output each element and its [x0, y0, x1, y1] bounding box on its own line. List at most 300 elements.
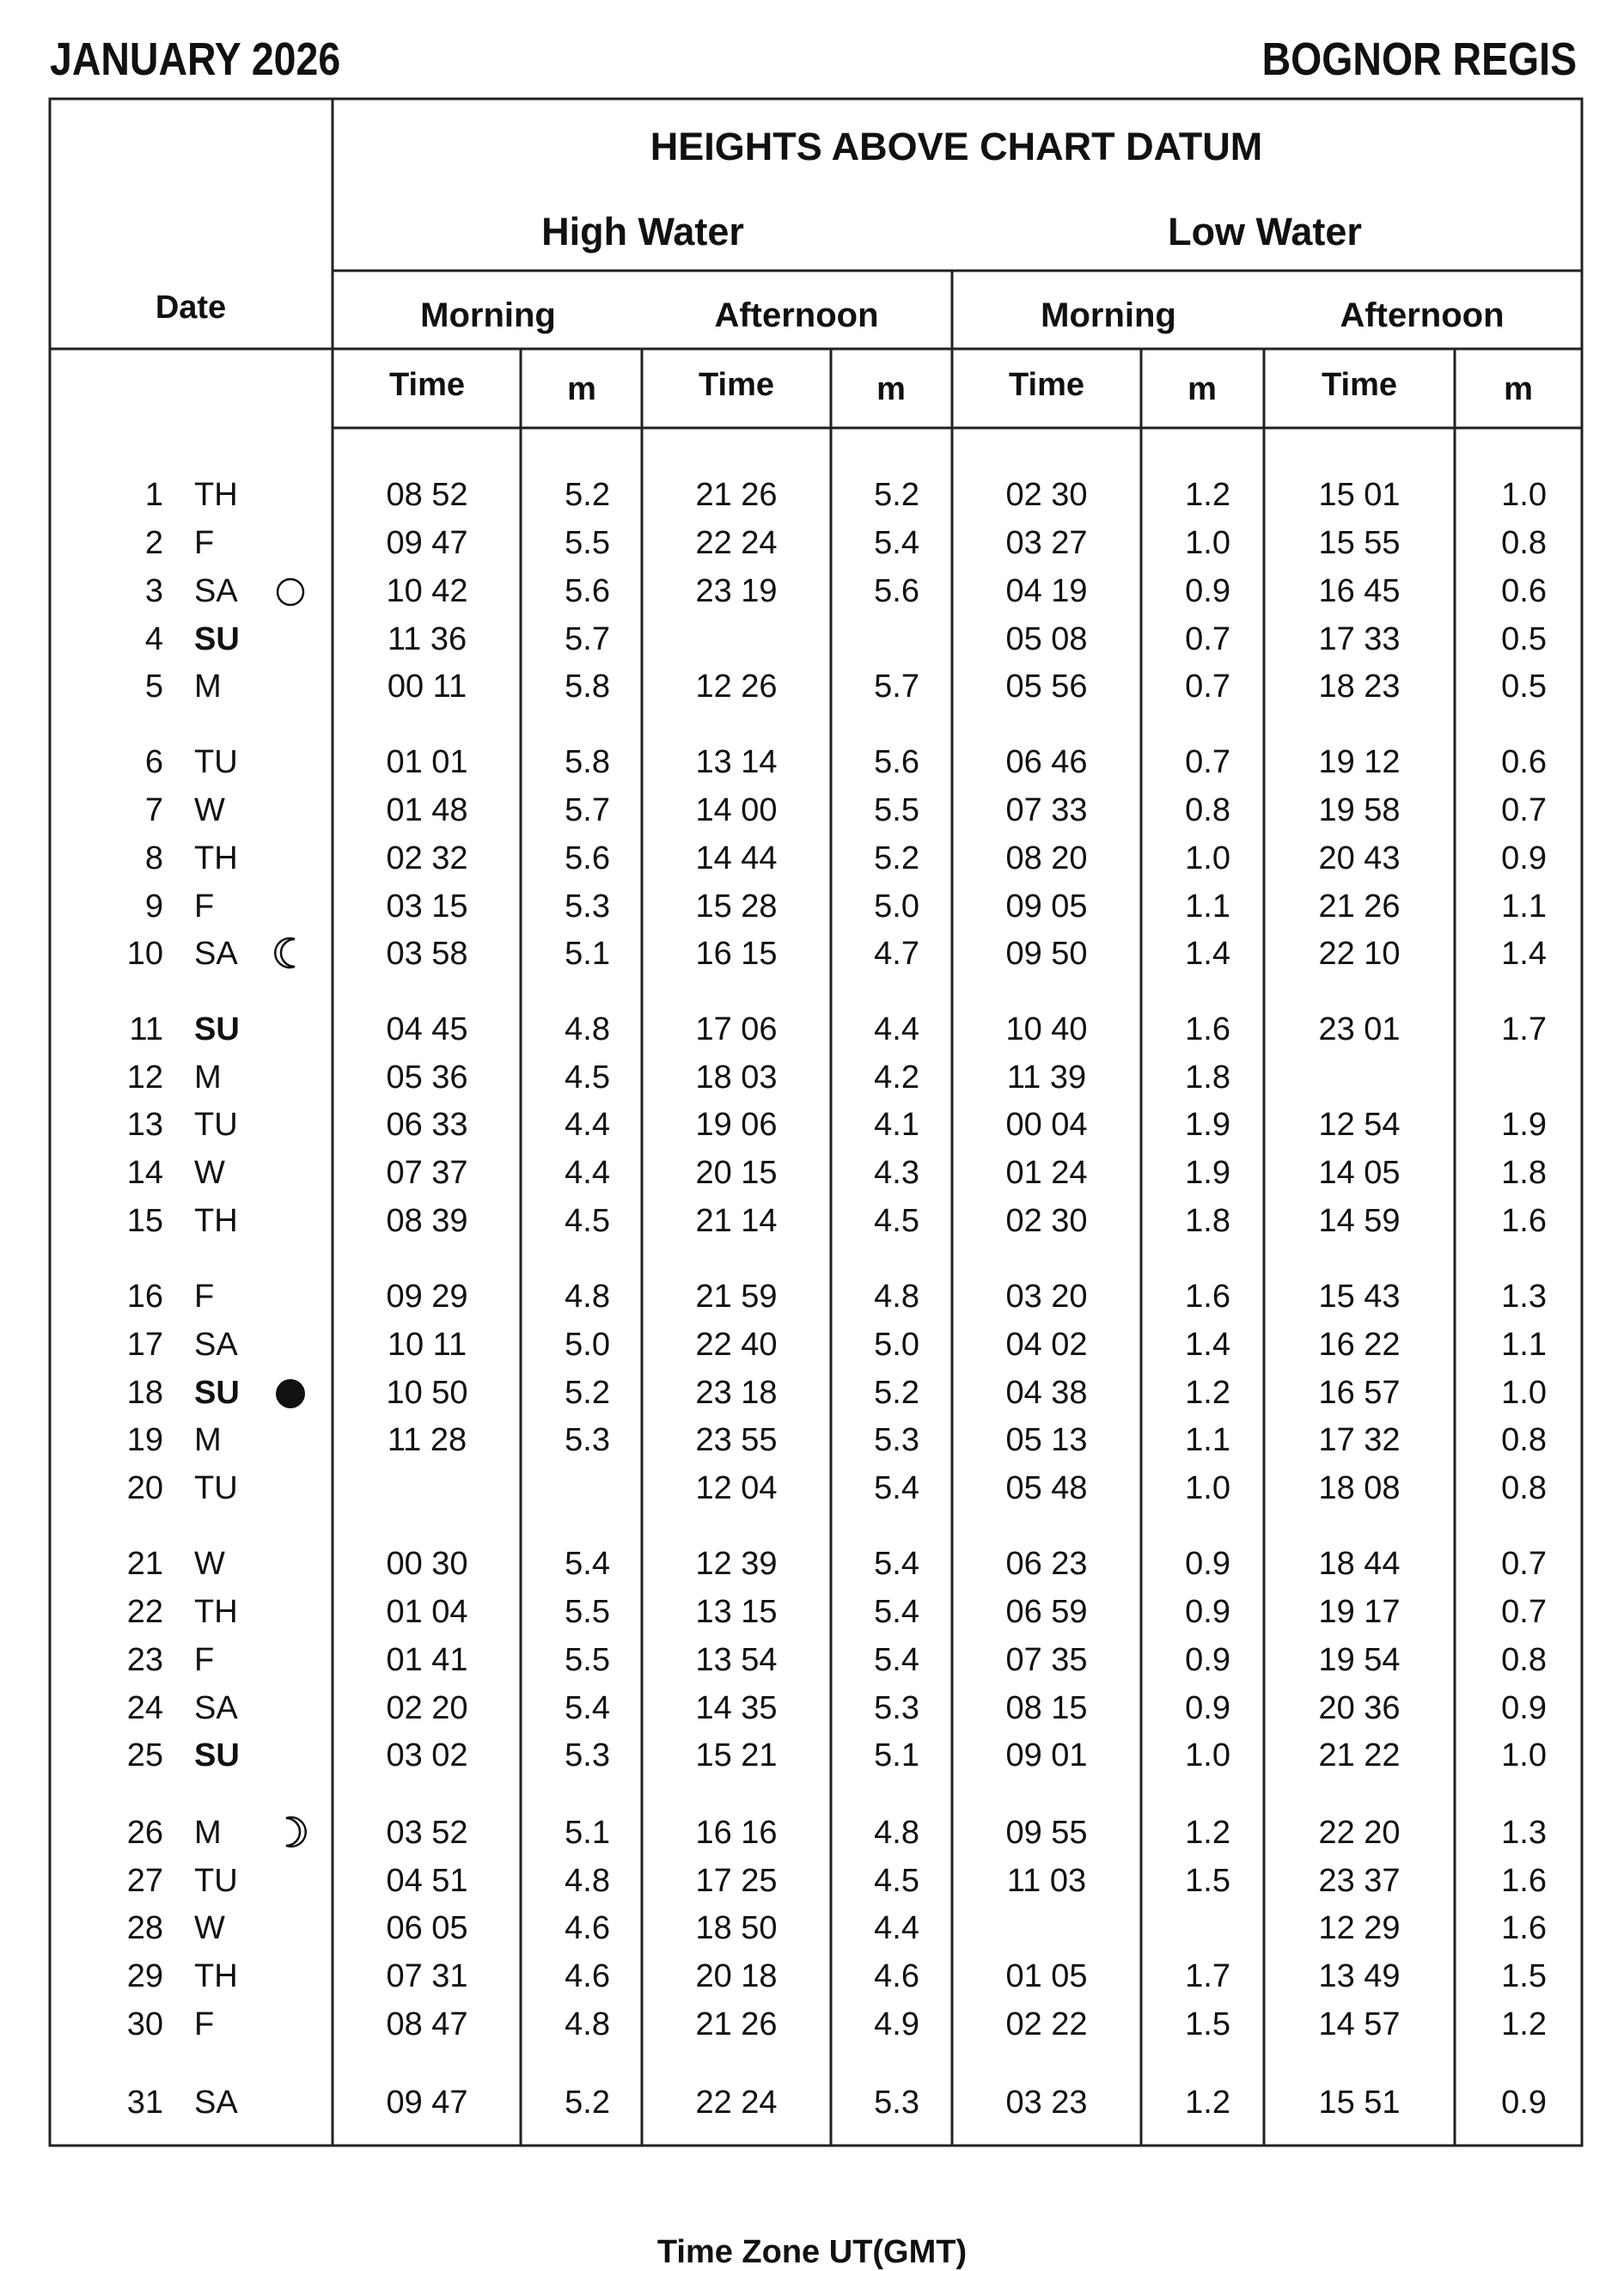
lw-afternoon-time: 22 20	[1318, 1815, 1401, 1851]
lw-morning-time: 04 19	[1005, 573, 1088, 609]
hw-afternoon-height: 5.7	[874, 668, 919, 705]
table-row	[145, 477, 1547, 513]
lw-morning-time: 04 38	[1005, 1375, 1088, 1411]
hw-afternoon-time: 22 24	[695, 2085, 778, 2121]
hw-afternoon-header: Afternoon	[714, 296, 879, 334]
full-moon-icon	[278, 579, 303, 605]
hw-morning-time: 01 01	[386, 744, 468, 780]
lw-morning-time: 03 23	[1005, 2085, 1088, 2121]
lw-morning-height: 1.9	[1185, 1155, 1230, 1191]
date-number: 19	[126, 1422, 163, 1458]
hw-morning-time: 11 28	[387, 1422, 467, 1458]
lw-morning-m-header: m	[1187, 371, 1217, 407]
hw-morning-height: 5.2	[565, 477, 610, 513]
lw-afternoon-height: 1.8	[1501, 1155, 1547, 1191]
hw-morning-height: 4.8	[565, 2006, 610, 2042]
date-number: 21	[126, 1546, 163, 1582]
hw-afternoon-time: 21 59	[695, 1279, 778, 1315]
lw-morning-time: 06 46	[1005, 744, 1088, 780]
date-number: 10	[126, 936, 163, 972]
lw-afternoon-height: 0.5	[1501, 668, 1547, 705]
lw-morning-time: 11 39	[1006, 1059, 1087, 1096]
lw-afternoon-time: 14 05	[1318, 1155, 1401, 1191]
hw-afternoon-time-header: Time	[698, 367, 775, 403]
hw-afternoon-time: 21 26	[695, 477, 778, 513]
lw-morning-time: 08 20	[1005, 840, 1088, 876]
lw-afternoon-height: 1.1	[1501, 888, 1547, 925]
hw-afternoon-height: 5.0	[874, 1327, 919, 1363]
weekday: TH	[194, 1203, 238, 1239]
lw-afternoon-height: 1.3	[1501, 1815, 1547, 1851]
hw-afternoon-height: 5.0	[874, 888, 919, 925]
table-row	[127, 1203, 1547, 1239]
hw-morning-time-header: Time	[388, 367, 466, 403]
lw-morning-time: 08 15	[1005, 1690, 1088, 1726]
lw-morning-time: 03 27	[1005, 525, 1088, 561]
low-water-header: Low Water	[1168, 210, 1362, 253]
lw-afternoon-time: 19 58	[1318, 792, 1401, 828]
hw-morning-m-header: m	[567, 371, 596, 407]
date-number: 17	[126, 1327, 163, 1363]
lw-morning-height: 0.9	[1185, 1642, 1230, 1678]
lw-morning-height: 1.6	[1185, 1011, 1230, 1047]
hw-afternoon-time: 23 19	[695, 573, 778, 609]
lw-afternoon-time: 15 01	[1318, 477, 1401, 513]
hw-morning-time: 08 52	[386, 477, 468, 513]
lw-morning-height: 0.7	[1185, 621, 1230, 657]
weekday: SU	[194, 1375, 240, 1411]
hw-afternoon-height: 5.1	[874, 1737, 919, 1773]
weekday: F	[194, 525, 215, 561]
hw-morning-time: 04 45	[386, 1011, 468, 1047]
lw-morning-height: 1.2	[1185, 1375, 1230, 1411]
lw-afternoon-height: 1.9	[1501, 1107, 1547, 1143]
hw-morning-height: 5.3	[565, 1737, 610, 1773]
lw-morning-time: 01 24	[1005, 1155, 1088, 1191]
hw-morning-height: 5.6	[565, 840, 610, 876]
lw-afternoon-time: 20 43	[1318, 840, 1401, 876]
hw-afternoon-time: 15 21	[695, 1737, 778, 1773]
hw-afternoon-time: 19 06	[695, 1107, 778, 1143]
hw-afternoon-height: 5.3	[874, 1422, 919, 1458]
lw-morning-height: 1.0	[1185, 1470, 1230, 1506]
hw-morning-time: 10 50	[386, 1375, 468, 1411]
hw-morning-header: Morning	[420, 296, 556, 334]
lw-afternoon-height: 1.2	[1501, 2006, 1547, 2042]
hw-morning-height: 5.3	[565, 888, 610, 925]
lw-morning-height: 1.5	[1185, 1863, 1230, 1899]
lw-afternoon-time: 15 51	[1318, 2085, 1401, 2121]
lw-morning-header: Morning	[1041, 296, 1176, 334]
lw-morning-time: 06 23	[1005, 1546, 1088, 1582]
hw-morning-height: 5.2	[565, 1375, 610, 1411]
lw-afternoon-height: 0.6	[1501, 744, 1547, 780]
hw-morning-height: 4.6	[565, 1910, 610, 1946]
table-row	[127, 1815, 1547, 1851]
table-row	[127, 1737, 1547, 1773]
hw-afternoon-height: 5.4	[874, 525, 919, 561]
lw-morning-time: 09 50	[1005, 936, 1088, 972]
lw-morning-height: 1.8	[1185, 1203, 1230, 1239]
hw-afternoon-height: 5.4	[874, 1470, 919, 1506]
weekday: SU	[194, 1011, 240, 1047]
hw-afternoon-height: 4.6	[874, 1958, 919, 1994]
hw-morning-time: 04 51	[386, 1863, 468, 1899]
table-row	[127, 2085, 1547, 2121]
hw-morning-time: 05 36	[386, 1059, 468, 1096]
hw-afternoon-height: 5.6	[874, 573, 919, 609]
lw-morning-height: 0.7	[1185, 668, 1230, 705]
lw-morning-time: 05 56	[1005, 668, 1088, 705]
hw-afternoon-height: 4.1	[874, 1107, 919, 1143]
table-row	[127, 1958, 1547, 1994]
hw-afternoon-time: 18 03	[695, 1059, 778, 1096]
table-row	[127, 1279, 1547, 1315]
hw-afternoon-time: 12 26	[695, 668, 778, 705]
date-number: 8	[144, 840, 163, 876]
hw-morning-height: 5.8	[565, 668, 610, 705]
lw-morning-height: 1.9	[1185, 1107, 1230, 1143]
hw-morning-time: 07 37	[386, 1155, 468, 1191]
lw-afternoon-time: 18 44	[1318, 1546, 1401, 1582]
lw-morning-height: 1.1	[1185, 888, 1230, 925]
table-row	[127, 1863, 1547, 1899]
date-number: 14	[126, 1155, 163, 1191]
table-row	[127, 1594, 1547, 1630]
lw-morning-height: 1.2	[1185, 2085, 1230, 2121]
month-title: JANUARY 2026	[50, 34, 341, 85]
hw-morning-height: 4.5	[565, 1059, 610, 1096]
weekday: W	[194, 1155, 225, 1191]
lw-morning-height: 0.9	[1185, 1690, 1230, 1726]
hw-morning-height: 5.0	[565, 1327, 610, 1363]
date-number: 5	[144, 668, 163, 705]
date-number: 31	[126, 2085, 163, 2121]
hw-afternoon-time: 13 54	[695, 1642, 778, 1678]
weekday: SU	[194, 621, 240, 657]
lw-afternoon-time: 12 54	[1318, 1107, 1401, 1143]
lw-afternoon-height: 0.9	[1501, 2085, 1547, 2121]
date-number: 2	[144, 525, 163, 561]
lw-afternoon-time: 20 36	[1318, 1690, 1401, 1726]
lw-morning-height: 1.0	[1185, 1737, 1230, 1773]
hw-afternoon-height: 5.2	[874, 477, 919, 513]
table-row	[145, 744, 1547, 780]
hw-morning-time: 08 39	[386, 1203, 468, 1239]
hw-afternoon-time: 14 00	[695, 792, 778, 828]
hw-afternoon-height: 5.2	[874, 1375, 919, 1411]
table-row	[127, 1107, 1547, 1143]
weekday: TH	[194, 477, 238, 513]
lw-morning-time: 07 33	[1005, 792, 1088, 828]
table-header	[156, 125, 1533, 407]
hw-afternoon-height: 4.4	[874, 1910, 919, 1946]
lw-afternoon-height: 0.5	[1501, 621, 1547, 657]
lw-afternoon-height: 0.6	[1501, 573, 1547, 609]
date-number: 12	[126, 1059, 163, 1096]
lw-afternoon-height: 0.8	[1501, 1470, 1547, 1506]
lw-morning-height: 1.5	[1185, 2006, 1230, 2042]
hw-morning-time: 10 42	[386, 573, 468, 609]
table-row	[130, 1011, 1547, 1047]
hw-afternoon-height: 4.2	[874, 1059, 919, 1096]
lw-afternoon-m-header: m	[1504, 371, 1533, 407]
hw-morning-height: 5.8	[565, 744, 610, 780]
lw-morning-time: 05 48	[1005, 1470, 1088, 1506]
weekday: SA	[194, 1327, 238, 1363]
hw-morning-time: 00 30	[386, 1546, 468, 1582]
hw-morning-height: 4.8	[565, 1011, 610, 1047]
lw-afternoon-time: 13 49	[1318, 1958, 1401, 1994]
table-row	[145, 525, 1547, 561]
lw-afternoon-time: 17 32	[1318, 1422, 1401, 1458]
lw-afternoon-height: 0.8	[1501, 1422, 1547, 1458]
lw-morning-time: 07 35	[1005, 1642, 1088, 1678]
lw-morning-height: 1.6	[1185, 1279, 1230, 1315]
lw-morning-time: 05 13	[1005, 1422, 1088, 1458]
hw-morning-time: 08 47	[386, 2006, 468, 2042]
hw-afternoon-height: 4.4	[874, 1011, 919, 1047]
date-number: 28	[126, 1910, 163, 1946]
date-number: 1	[144, 477, 163, 513]
hw-afternoon-height: 5.3	[874, 2085, 919, 2121]
hw-afternoon-time: 17 25	[695, 1863, 778, 1899]
weekday: TH	[194, 1958, 238, 1994]
date-number: 11	[129, 1011, 163, 1047]
lw-morning-time-header: Time	[1008, 367, 1085, 403]
date-number: 22	[126, 1594, 163, 1630]
lw-afternoon-height: 0.7	[1501, 1594, 1547, 1630]
lw-afternoon-height: 0.7	[1501, 792, 1547, 828]
lw-morning-height: 0.7	[1185, 744, 1230, 780]
hw-afternoon-time: 14 35	[695, 1690, 778, 1726]
hw-afternoon-time: 23 18	[695, 1375, 778, 1411]
hw-morning-height: 4.4	[565, 1155, 610, 1191]
hw-morning-time: 09 47	[386, 2085, 468, 2121]
weekday: F	[194, 888, 215, 925]
lw-afternoon-time: 22 10	[1318, 936, 1401, 972]
hw-morning-time: 11 36	[387, 621, 467, 657]
lw-afternoon-time: 14 57	[1318, 2006, 1401, 2042]
table-row	[127, 1642, 1547, 1678]
lw-afternoon-time: 19 54	[1318, 1642, 1401, 1678]
lw-morning-time: 02 22	[1005, 2006, 1088, 2042]
hw-morning-height: 5.4	[565, 1690, 610, 1726]
lw-afternoon-height: 1.0	[1501, 477, 1547, 513]
hw-afternoon-time: 21 26	[695, 2006, 778, 2042]
hw-morning-time: 03 02	[386, 1737, 468, 1773]
lw-morning-time: 11 03	[1006, 1863, 1087, 1899]
lw-afternoon-time: 19 12	[1318, 744, 1401, 780]
last-quarter-moon-icon	[275, 938, 295, 968]
lw-afternoon-time: 16 22	[1318, 1327, 1401, 1363]
lw-morning-time: 02 30	[1005, 477, 1088, 513]
lw-morning-height: 1.4	[1185, 1327, 1230, 1363]
weekday: TU	[194, 1470, 238, 1506]
lw-morning-height: 1.0	[1185, 840, 1230, 876]
lw-morning-time: 02 30	[1005, 1203, 1088, 1239]
lw-afternoon-height: 1.1	[1501, 1327, 1547, 1363]
lw-afternoon-height: 1.7	[1501, 1011, 1547, 1047]
weekday: SA	[194, 573, 238, 609]
hw-morning-height: 4.5	[565, 1203, 610, 1239]
lw-morning-height: 1.1	[1185, 1422, 1230, 1458]
lw-morning-time: 01 05	[1005, 1958, 1088, 1994]
lw-afternoon-height: 1.3	[1501, 1279, 1547, 1315]
first-quarter-moon-icon	[286, 1817, 306, 1847]
lw-morning-height: 1.0	[1185, 525, 1230, 561]
table-row	[127, 936, 1547, 972]
date-number: 25	[126, 1737, 163, 1773]
hw-afternoon-time: 21 14	[695, 1203, 778, 1239]
table-body	[127, 477, 1547, 2121]
date-number: 29	[126, 1958, 163, 1994]
table-row	[127, 1546, 1547, 1582]
hw-morning-time: 06 33	[386, 1107, 468, 1143]
chart-datum-title: HEIGHTS ABOVE CHART DATUM	[650, 125, 1263, 168]
lw-morning-time: 04 02	[1005, 1327, 1088, 1363]
date-number: 6	[144, 744, 163, 780]
table-row	[127, 1470, 1547, 1506]
lw-morning-height: 1.4	[1185, 936, 1230, 972]
table-row	[127, 1155, 1547, 1191]
hw-morning-time: 06 05	[386, 1910, 468, 1946]
table-row	[145, 573, 1547, 609]
date-number: 13	[126, 1107, 163, 1143]
hw-morning-time: 03 52	[386, 1815, 468, 1851]
hw-morning-time: 01 48	[386, 792, 468, 828]
weekday: F	[194, 2006, 215, 2042]
time-zone-note: Time Zone UT(GMT)	[656, 2234, 968, 2270]
lw-morning-height: 1.8	[1185, 1059, 1230, 1096]
hw-morning-height: 5.5	[565, 1642, 610, 1678]
hw-afternoon-height: 4.3	[874, 1155, 919, 1191]
weekday: SA	[194, 2085, 238, 2121]
date-number: 20	[126, 1470, 163, 1506]
hw-morning-time: 03 15	[386, 888, 468, 925]
lw-afternoon-time: 14 59	[1318, 1203, 1401, 1239]
weekday: F	[194, 1279, 215, 1315]
weekday: W	[194, 792, 225, 828]
table-row	[127, 1059, 1230, 1096]
lw-afternoon-time-header: Time	[1321, 367, 1398, 403]
lw-afternoon-height: 1.6	[1501, 1910, 1547, 1946]
hw-afternoon-time: 14 44	[695, 840, 778, 876]
lw-afternoon-height: 0.9	[1501, 840, 1547, 876]
hw-afternoon-height: 4.8	[874, 1815, 919, 1851]
lw-afternoon-time: 16 45	[1318, 573, 1401, 609]
lw-morning-time: 03 20	[1005, 1279, 1088, 1315]
hw-afternoon-time: 17 06	[695, 1011, 778, 1047]
lw-afternoon-height: 1.6	[1501, 1203, 1547, 1239]
high-water-header: High Water	[541, 210, 744, 253]
table-row	[145, 668, 1547, 705]
hw-morning-height: 5.1	[565, 936, 610, 972]
weekday: SU	[194, 1737, 240, 1773]
hw-afternoon-height: 4.9	[874, 2006, 919, 2042]
lw-morning-height: 0.9	[1185, 1546, 1230, 1582]
location-title: BOGNOR REGIS	[1261, 34, 1577, 85]
hw-morning-height: 4.8	[565, 1279, 610, 1315]
hw-afternoon-height: 4.5	[874, 1203, 919, 1239]
table-row	[145, 621, 1547, 657]
hw-afternoon-time: 22 40	[695, 1327, 778, 1363]
date-number: 7	[144, 792, 163, 828]
table-row	[127, 2006, 1547, 2042]
weekday: M	[194, 1059, 222, 1096]
lw-afternoon-time: 18 23	[1318, 668, 1401, 705]
lw-afternoon-time: 17 33	[1318, 621, 1401, 657]
lw-morning-height: 1.7	[1185, 1958, 1230, 1994]
hw-afternoon-height: 4.7	[874, 936, 919, 972]
weekday: TH	[194, 840, 238, 876]
lw-afternoon-time: 21 22	[1318, 1737, 1401, 1773]
hw-afternoon-height: 5.2	[874, 840, 919, 876]
lw-afternoon-time: 23 37	[1318, 1863, 1401, 1899]
lw-morning-height: 0.9	[1185, 1594, 1230, 1630]
hw-afternoon-time: 12 04	[695, 1470, 778, 1506]
date-number: 15	[126, 1203, 163, 1239]
hw-afternoon-time: 22 24	[695, 525, 778, 561]
weekday: SA	[194, 1690, 238, 1726]
hw-morning-height: 4.4	[565, 1107, 610, 1143]
hw-afternoon-m-header: m	[876, 371, 906, 407]
hw-morning-time: 02 20	[386, 1690, 468, 1726]
lw-afternoon-height: 0.8	[1501, 525, 1547, 561]
lw-afternoon-height: 1.4	[1501, 936, 1547, 972]
hw-morning-height: 4.6	[565, 1958, 610, 1994]
hw-morning-time: 00 11	[387, 668, 467, 705]
lw-afternoon-height: 0.9	[1501, 1690, 1547, 1726]
lw-morning-time: 09 55	[1005, 1815, 1088, 1851]
date-number: 23	[126, 1642, 163, 1678]
hw-morning-height: 5.5	[565, 525, 610, 561]
weekday: TU	[194, 744, 238, 780]
hw-afternoon-time: 18 50	[695, 1910, 778, 1946]
lw-afternoon-time: 15 43	[1318, 1279, 1401, 1315]
lw-morning-time: 09 01	[1005, 1737, 1088, 1773]
weekday: M	[194, 668, 222, 705]
lw-morning-height: 1.2	[1185, 477, 1230, 513]
hw-afternoon-time: 12 39	[695, 1546, 778, 1582]
hw-afternoon-height: 5.6	[874, 744, 919, 780]
date-number: 9	[144, 888, 163, 925]
hw-morning-height: 5.3	[565, 1422, 610, 1458]
hw-morning-time: 09 29	[386, 1279, 468, 1315]
lw-afternoon-height: 1.0	[1501, 1737, 1547, 1773]
lw-afternoon-time: 15 55	[1318, 525, 1401, 561]
date-number: 26	[126, 1815, 163, 1851]
table-row	[145, 792, 1547, 828]
lw-afternoon-time: 18 08	[1318, 1470, 1401, 1506]
hw-morning-height: 5.6	[565, 573, 610, 609]
hw-afternoon-time: 16 16	[695, 1815, 778, 1851]
weekday: W	[194, 1910, 225, 1946]
date-number: 30	[126, 2006, 163, 2042]
lw-morning-time: 09 05	[1005, 888, 1088, 925]
date-number: 24	[126, 1690, 163, 1726]
lw-afternoon-time: 19 17	[1318, 1594, 1401, 1630]
table-row	[127, 1690, 1547, 1726]
table-row	[127, 1327, 1547, 1363]
lw-afternoon-height: 0.7	[1501, 1546, 1547, 1582]
hw-morning-time: 07 31	[386, 1958, 468, 1994]
lw-morning-time: 00 04	[1005, 1107, 1088, 1143]
date-number: 3	[144, 573, 163, 609]
hw-morning-height: 5.4	[565, 1546, 610, 1582]
lw-afternoon-time: 12 29	[1318, 1910, 1401, 1946]
hw-morning-time: 09 47	[386, 525, 468, 561]
